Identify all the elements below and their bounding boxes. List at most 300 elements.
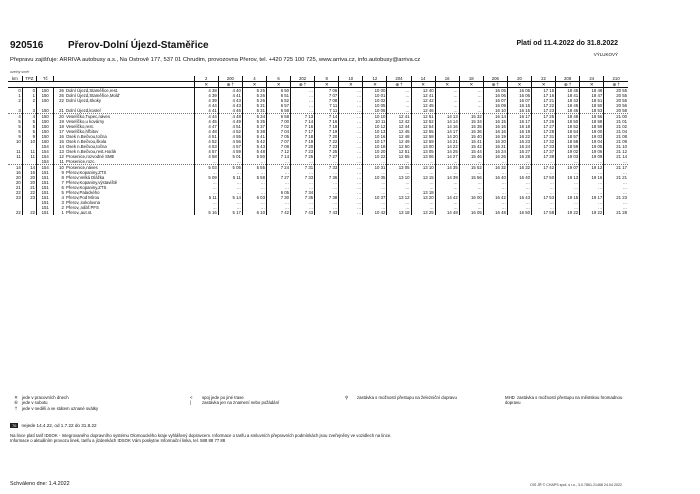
departure-time: 7 33 [315,165,339,171]
departure-time: 4 44 [194,114,218,120]
departure-time: 18 43 [556,98,580,103]
departure-time: 4 45 [194,119,218,124]
departure-time: 4 51 [218,124,242,129]
departure-time: 19 13 [556,175,580,180]
departure-time: … [459,190,483,195]
stop-name: Veselíčko,u kovárny [65,119,194,124]
departure-time: 16 16 [483,129,507,134]
departure-time: … [339,144,363,149]
departure-time: 14 39 [435,175,459,180]
departure-time: … [291,88,315,94]
departure-time: 7 33 [291,175,315,180]
departure-time: 16 14 [483,114,507,120]
trip-number: 204 [387,76,411,82]
departure-time: 17 16 [532,93,556,98]
departure-time: 20 58 [604,108,628,114]
departure-time: 21 08 [604,134,628,139]
departure-time: … [483,159,507,165]
departure-time: 19 00 [580,129,604,134]
row-km: 5 [8,119,22,124]
departure-time: 19 16 [580,175,604,180]
stop-name: Osek n.Bečvou,škola [65,139,194,144]
departure-time: 4 48 [218,114,242,120]
departure-time: 5 43 [242,144,266,149]
legend-text: spoj jede po jiné trase [202,395,244,400]
departure-time: 18 46 [556,108,580,114]
departure-time: 17 15 [532,88,556,94]
departure-time: … [194,170,218,175]
departure-time: 17 53 [532,195,556,200]
departure-time: … [459,200,483,205]
legend-symbol-icon: ⑥ [13,400,19,406]
departure-time: 6 57 [266,103,290,108]
departure-time: … [291,185,315,190]
departure-time: … [363,185,387,190]
trip-number: 200 [218,76,242,82]
departure-time: 10 12 [363,124,387,129]
row-zone: 7 [61,180,64,185]
stop-name: Přerov,,sokolovna [65,200,194,205]
departure-time: 21 09 [604,139,628,144]
departure-time: 15 52 [459,165,483,171]
departure-time: … [411,200,435,205]
departure-time: … [339,103,363,108]
row-tariff-zone: 150 [36,114,54,120]
departure-time: 16 15 [483,119,507,124]
departure-time: 19 04 [580,139,604,144]
stop-name: Prosenice,rozc. [65,159,194,165]
row-tpz: 9 [22,134,36,139]
departure-time: 12 51 [387,149,411,154]
departure-time: … [435,159,459,165]
departure-time: 18 58 [580,119,604,124]
departure-time: 7 14 [266,154,290,159]
departure-time: … [315,170,339,175]
departure-time: 15 46 [459,154,483,159]
ids-note [10,433,391,444]
departure-time: 10 11 [363,119,387,124]
departure-time: 16 42 [483,195,507,200]
departure-time: … [411,180,435,185]
stop-name: Přerov,Kopaniny,ZTS [65,185,194,190]
departure-time: 17 39 [532,154,556,159]
departure-time: 16 17 [507,114,531,120]
print-reference: OIS JŘ © CHAPS spol. s r.o., 3.0.7861.21468 24.04.2022 [530,483,622,487]
departure-time: 19 02 [556,149,580,154]
legend-symbol-icon: | [190,400,192,406]
departure-time: 21 10 [604,144,628,149]
departure-time: 12 55 [411,129,435,134]
stop-name: Osek n.Bečvou,točna [65,134,194,139]
departure-time: 14 17 [435,129,459,134]
departure-time: 21 28 [604,210,628,215]
trip-code: ✕ [266,82,290,88]
departure-time: 4 46 [218,108,242,114]
departure-time: … [339,170,363,175]
departure-time: 18 54 [556,129,580,134]
departure-time: 7 36 [315,175,339,180]
row-zone: 16 [59,134,64,139]
departure-time: … [435,170,459,175]
departure-time: 18 59 [556,144,580,149]
departure-time: … [291,200,315,205]
row-km: 3 [8,108,22,114]
departure-time: 18 48 [556,114,580,120]
departure-time: … [315,185,339,190]
departure-time: 4 58 [194,154,218,159]
row-tariff-zone: 151 [36,170,54,175]
row-tariff-zone: 150 [36,124,54,129]
departure-time: 19 22 [556,210,580,215]
departure-time: 16 06 [507,93,531,98]
departure-time: 16 07 [483,98,507,103]
row-zone: 18 [59,124,64,129]
stop-name: Osek n.Bečvou,rest.Horák [65,149,194,154]
departure-time: 14 27 [435,154,459,159]
departure-time: 21 21 [604,175,628,180]
departure-time: 4 52 [218,129,242,134]
departure-time: 10 22 [363,154,387,159]
departure-time: 7 25 [291,154,315,159]
departure-time: … [580,185,604,190]
departure-time: … [339,93,363,98]
departure-time: 5 58 [242,175,266,180]
row-zone: 21 [59,108,64,113]
departure-time: … [363,170,387,175]
trip-code: ✕ [507,82,531,88]
departure-time: 4 53 [194,144,218,149]
departure-time: 16 05 [483,88,507,94]
departure-time: 12 50 [387,144,411,149]
departure-time: … [459,108,483,114]
departure-time: … [459,185,483,190]
trip-number: 202 [291,76,315,82]
row-tpz: 5 [22,129,36,134]
departure-time: 10 18 [363,144,387,149]
departure-time: … [507,205,531,210]
departure-time: 13 05 [411,149,435,154]
departure-time: … [315,159,339,165]
departure-time: 10 06 [363,108,387,114]
departure-time: … [532,190,556,195]
trip-number: 2 [194,76,218,82]
departure-time: … [580,190,604,195]
departure-time: 6 58 [266,114,290,120]
departure-time: 5 55 [242,165,266,171]
departure-time: 7 35 [291,195,315,200]
row-tariff-zone: 150 [36,98,54,103]
row-tpz: 5 [22,124,36,129]
departure-time: 15 32 [459,114,483,120]
stop-name: Dolní Újezd,Skoky [65,98,194,103]
departure-time: 4 39 [194,98,218,103]
trip-number: 18 [459,76,483,82]
row-km: 5 [8,129,22,134]
trip-number: 12 [363,76,387,82]
departure-time: 4 57 [194,149,218,154]
trip-code: ⊕ † [556,82,580,88]
departure-time: 4 48 [194,129,218,134]
stop-name: Osek n.Bečvou,točna [65,144,194,149]
departure-time: 4 55 [218,134,242,139]
departure-time: … [459,170,483,175]
departure-time: … [580,159,604,165]
departure-time: 12 46 [411,108,435,114]
trip-number: 206 [483,76,507,82]
ids-note-line: Informace o aktuálním provozu linek, tarifu a jízdenkách IDSOK Vám poskytne Informační linka, tel. 588 88 77 88 [10,438,226,444]
departure-time: 16 05 [507,88,531,94]
departure-time: 17 21 [532,98,556,103]
departure-time: … [507,200,531,205]
legend-item [190,400,279,405]
departure-time: 16 20 [483,139,507,144]
departure-time: … [580,170,604,175]
departure-time: … [363,180,387,185]
row-zone: 22 [59,98,64,103]
departure-time: 12 51 [411,114,435,120]
departure-time: … [604,200,628,205]
departure-time: 17 33 [532,144,556,149]
departure-time: … [266,185,290,190]
departure-time: 16 05 [459,210,483,215]
departure-time: 7 12 [266,149,290,154]
departure-time: 14 13 [435,114,459,120]
departure-time: 7 06 [315,88,339,94]
legend-text: zastávka s možností přestupu na železniční dopravu [357,395,457,400]
departure-time: … [291,170,315,175]
departure-time: … [435,98,459,103]
departure-time: 16 07 [507,98,531,103]
departure-time: … [387,190,411,195]
departure-time: 4 41 [194,108,218,114]
departure-time: 4 43 [218,98,242,103]
departure-time: … [580,200,604,205]
departure-time: … [507,190,531,195]
departure-time: … [218,185,242,190]
departure-time: 18 50 [580,103,604,108]
departure-time: 16 24 [507,144,531,149]
carrier-info: Přepravu zajišťuje: ARRIVA autobusy a.s., Na Ostrově 177, 537 01 Chrudim, provozovna Přerov, tel. +420 725 100 725, www.arriva.cz, info.autobusy@arriva.cz [10,57,421,63]
departure-time: 16 28 [507,154,531,159]
departure-time: 12 59 [411,139,435,144]
legend-text: jede v neděli a ve státem uznané svátky [22,405,99,411]
departure-time: … [556,185,580,190]
departure-time: 17 58 [532,210,556,215]
row-tariff-zone: 151 [36,180,54,185]
departure-time: 21 04 [604,129,628,134]
departure-time: 18 59 [580,124,604,129]
departure-time: 14 22 [435,144,459,149]
departure-time: … [242,180,266,185]
departure-time: 16 16 [483,124,507,129]
departure-time: … [339,185,363,190]
row-zone: 17 [59,129,64,134]
footnote-code: 76 [12,423,17,428]
row-zone: 26 [59,93,64,98]
trip-code: ⊕ † [218,82,242,88]
departure-time: … [218,190,242,195]
departure-time: … [339,98,363,103]
departure-time: … [483,200,507,205]
departure-time: 7 19 [315,129,339,134]
departure-time: 16 19 [507,129,531,134]
departure-time: 7 23 [315,144,339,149]
departure-time: 6 52 [266,98,290,103]
departure-time: 4 43 [218,103,242,108]
departure-time: … [339,134,363,139]
legend-text: zastávka s možností přestupu na městskou hromadnou dopravu [505,395,623,406]
row-km: 5 [8,124,22,129]
stop-name: Přerov,Pod Mírou [65,195,194,200]
departure-time: … [291,159,315,165]
legend-text: jede v pracovních dnech [22,395,69,400]
row-tpz: 22 [22,210,36,215]
departure-time: … [459,98,483,103]
departure-time: 7 11 [315,103,339,108]
departure-time: 7 43 [291,210,315,215]
departure-time: 15 34 [459,119,483,124]
trip-code: ⊕ † [604,82,628,88]
departure-time: 5 05 [218,165,242,171]
trip-code: ✕ [339,82,363,88]
departure-time: … [291,98,315,103]
departure-time: 19 15 [556,195,580,200]
departure-time: 5 14 [218,195,242,200]
row-tariff-zone: 150 [36,119,54,124]
departure-time: 15 40 [459,134,483,139]
departure-time: … [604,185,628,190]
departure-time: 12 42 [387,119,411,124]
row-tariff-zone: 154 [36,159,54,165]
departure-time: 18 45 [556,88,580,94]
departure-time: … [604,180,628,185]
departure-time: 16 24 [483,149,507,154]
departure-time: 6 50 [266,88,290,94]
departure-time: … [532,205,556,210]
departure-time: … [387,103,411,108]
trip-code: ✕ [435,82,459,88]
departure-time: … [266,200,290,205]
departure-time: 10 31 [363,165,387,171]
departure-time: 5 31 [242,103,266,108]
departure-time: 13 00 [411,144,435,149]
departure-time: 10 37 [363,195,387,200]
departure-time: 7 38 [315,195,339,200]
departure-time: 5 25 [242,88,266,94]
departure-time: 7 18 [291,134,315,139]
departure-time: 12 45 [411,103,435,108]
departure-time: 18 56 [580,114,604,120]
departure-time: 16 09 [483,103,507,108]
departure-time: 13 12 [387,195,411,200]
departure-time: 20 55 [604,98,628,103]
departure-time: … [242,205,266,210]
departure-time: … [483,180,507,185]
departure-time: … [339,200,363,205]
trip-code: ✕ [532,82,556,88]
trip-code: ✕ [194,82,218,88]
departure-time: 4 38 [194,88,218,94]
departure-time: 5 38 [242,129,266,134]
departure-time: 15 36 [459,129,483,134]
row-tpz: 14 [22,165,36,171]
stop-name: Přerov,,nábř.PFS [65,205,194,210]
row-zone: 5 [61,190,64,195]
departure-time: 10 13 [363,129,387,134]
departure-time: 14 21 [435,139,459,144]
row-tpz: 10 [22,139,36,144]
departure-time: 7 27 [315,154,339,159]
departure-time: 5 50 [242,154,266,159]
departure-time: 7 16 [315,119,339,124]
departure-time: 7 24 [266,165,290,171]
departure-time: 19 07 [556,165,580,171]
row-km: 14 [8,165,22,171]
departure-time: … [556,180,580,185]
row-tariff-zone: 154 [36,144,54,149]
stop-name: Přerov,Palackého [65,190,194,195]
departure-time: … [291,108,315,114]
departure-time: … [411,205,435,210]
departure-time: … [387,205,411,210]
row-zone: 15 [59,139,64,144]
trip-number: 22 [532,76,556,82]
departure-time: 4 40 [218,88,242,94]
departure-time: 7 43 [315,210,339,215]
departure-time: 16 10 [483,108,507,114]
departure-time: … [435,185,459,190]
departure-time: 7 17 [291,129,315,134]
departure-time: 5 26 [242,93,266,98]
departure-time: … [604,159,628,165]
departure-time: … [435,205,459,210]
departure-time: 12 42 [411,98,435,103]
departure-time: 17 25 [532,114,556,120]
row-tpz: 2 [22,98,36,103]
departure-time: … [387,200,411,205]
departure-time: 18 58 [556,139,580,144]
departure-time: … [291,93,315,98]
row-zone: 20 [54,114,65,120]
departure-time: 16 32 [507,165,531,171]
departure-time: 18 57 [556,134,580,139]
departure-time: 5 03 [194,165,218,171]
departure-time: 16 21 [483,144,507,149]
departure-time: 7 20 [291,144,315,149]
departure-time: … [339,88,363,94]
departure-time: 15 41 [459,139,483,144]
departure-time: … [339,190,363,195]
departure-time: … [242,200,266,205]
legend-symbol-icon: MHD [505,395,515,400]
legend-col-4 [505,395,625,406]
stop-name: Veselíčko,Tupec,náves [65,114,194,120]
row-km: 16 [8,170,22,175]
departure-time: 7 07 [315,93,339,98]
departure-time: 16 15 [507,108,531,114]
row-tpz: 1 [22,93,36,98]
departure-time: … [556,205,580,210]
departure-time: 16 48 [483,210,507,215]
row-tariff-zone: 154 [36,165,54,171]
departure-time: … [435,103,459,108]
stop-name: Veselíčko,hřbitov [65,129,194,134]
departure-time: 7 00 [266,119,290,124]
departure-time: 13 18 [387,210,411,215]
departure-time: 19 17 [580,195,604,200]
departure-time: … [339,205,363,210]
departure-time: … [339,159,363,165]
